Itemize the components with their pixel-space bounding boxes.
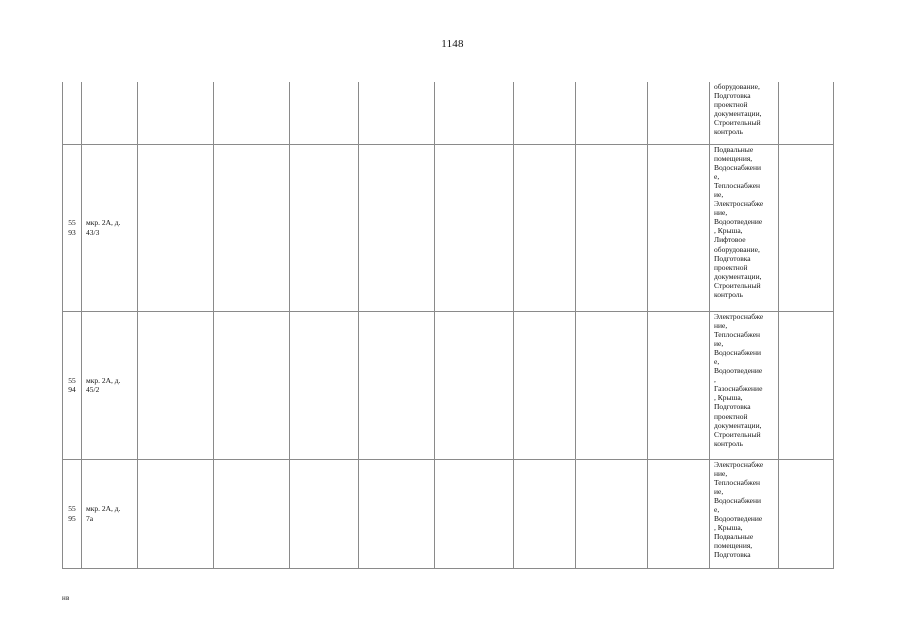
scan-mark bbox=[575, 459, 577, 460]
empty-cell bbox=[290, 311, 359, 459]
row-number: 55 94 bbox=[63, 311, 82, 459]
row-works: Электроснабже ние, Теплоснабжен ие, Водоснабжени е, Водоотведение , Газоснабжение , Крыша, Подготовка проектной документации, Строительный контроль bbox=[710, 311, 779, 459]
empty-cell bbox=[435, 144, 514, 311]
empty-cell bbox=[779, 459, 834, 568]
empty-cell bbox=[514, 82, 576, 144]
empty-cell bbox=[779, 311, 834, 459]
empty-cell bbox=[138, 311, 214, 459]
empty-cell bbox=[576, 144, 648, 311]
row-address: мкр. 2А, д. 43/3 bbox=[82, 144, 138, 311]
empty-cell bbox=[576, 311, 648, 459]
empty-cell bbox=[435, 82, 514, 144]
table-row bbox=[63, 459, 834, 568]
row-number bbox=[63, 82, 82, 144]
empty-cell bbox=[514, 311, 576, 459]
table-row bbox=[63, 82, 834, 144]
row-works: Подвальные помещения, Водоснабжени е, Теплоснабжен ие, Электроснабже ние, Водоотведение , Крыша, Лифтовое оборудование, Подготовка проектной документации, Строительный контроль bbox=[710, 144, 779, 311]
row-works: Электроснабже ние, Теплоснабжен ие, Водоснабжени е, Водоотведение , Крыша, Подвальные помещения, Подготовка bbox=[710, 459, 779, 568]
empty-cell bbox=[359, 82, 435, 144]
row-number: 55 93 bbox=[63, 144, 82, 311]
empty-cell bbox=[576, 82, 648, 144]
row-address bbox=[82, 82, 138, 144]
row-address: мкр. 2А, д. 45/2 bbox=[82, 311, 138, 459]
row-works: оборудование, Подготовка проектной документации, Строительный контроль bbox=[710, 82, 779, 144]
empty-cell bbox=[435, 311, 514, 459]
empty-cell bbox=[359, 311, 435, 459]
empty-cell bbox=[779, 82, 834, 144]
empty-cell bbox=[514, 459, 576, 568]
empty-cell bbox=[359, 144, 435, 311]
empty-cell bbox=[648, 311, 710, 459]
empty-cell bbox=[214, 144, 290, 311]
table-row bbox=[63, 311, 834, 459]
row-address: мкр. 2А, д. 7а bbox=[82, 459, 138, 568]
footer-mark: нв bbox=[62, 594, 70, 602]
empty-cell bbox=[359, 459, 435, 568]
empty-cell bbox=[514, 144, 576, 311]
empty-cell bbox=[138, 144, 214, 311]
empty-cell bbox=[214, 459, 290, 568]
empty-cell bbox=[290, 144, 359, 311]
empty-cell bbox=[648, 459, 710, 568]
empty-cell bbox=[576, 459, 648, 568]
empty-cell bbox=[290, 82, 359, 144]
empty-cell bbox=[138, 459, 214, 568]
empty-cell bbox=[779, 144, 834, 311]
empty-cell bbox=[435, 459, 514, 568]
table-row bbox=[63, 144, 834, 311]
empty-cell bbox=[648, 82, 710, 144]
empty-cell bbox=[214, 311, 290, 459]
row-number: 55 95 bbox=[63, 459, 82, 568]
empty-cell bbox=[138, 82, 214, 144]
empty-cell bbox=[290, 459, 359, 568]
empty-cell bbox=[648, 144, 710, 311]
page-number: 1148 bbox=[441, 38, 464, 50]
works-table bbox=[62, 82, 834, 569]
empty-cell bbox=[214, 82, 290, 144]
